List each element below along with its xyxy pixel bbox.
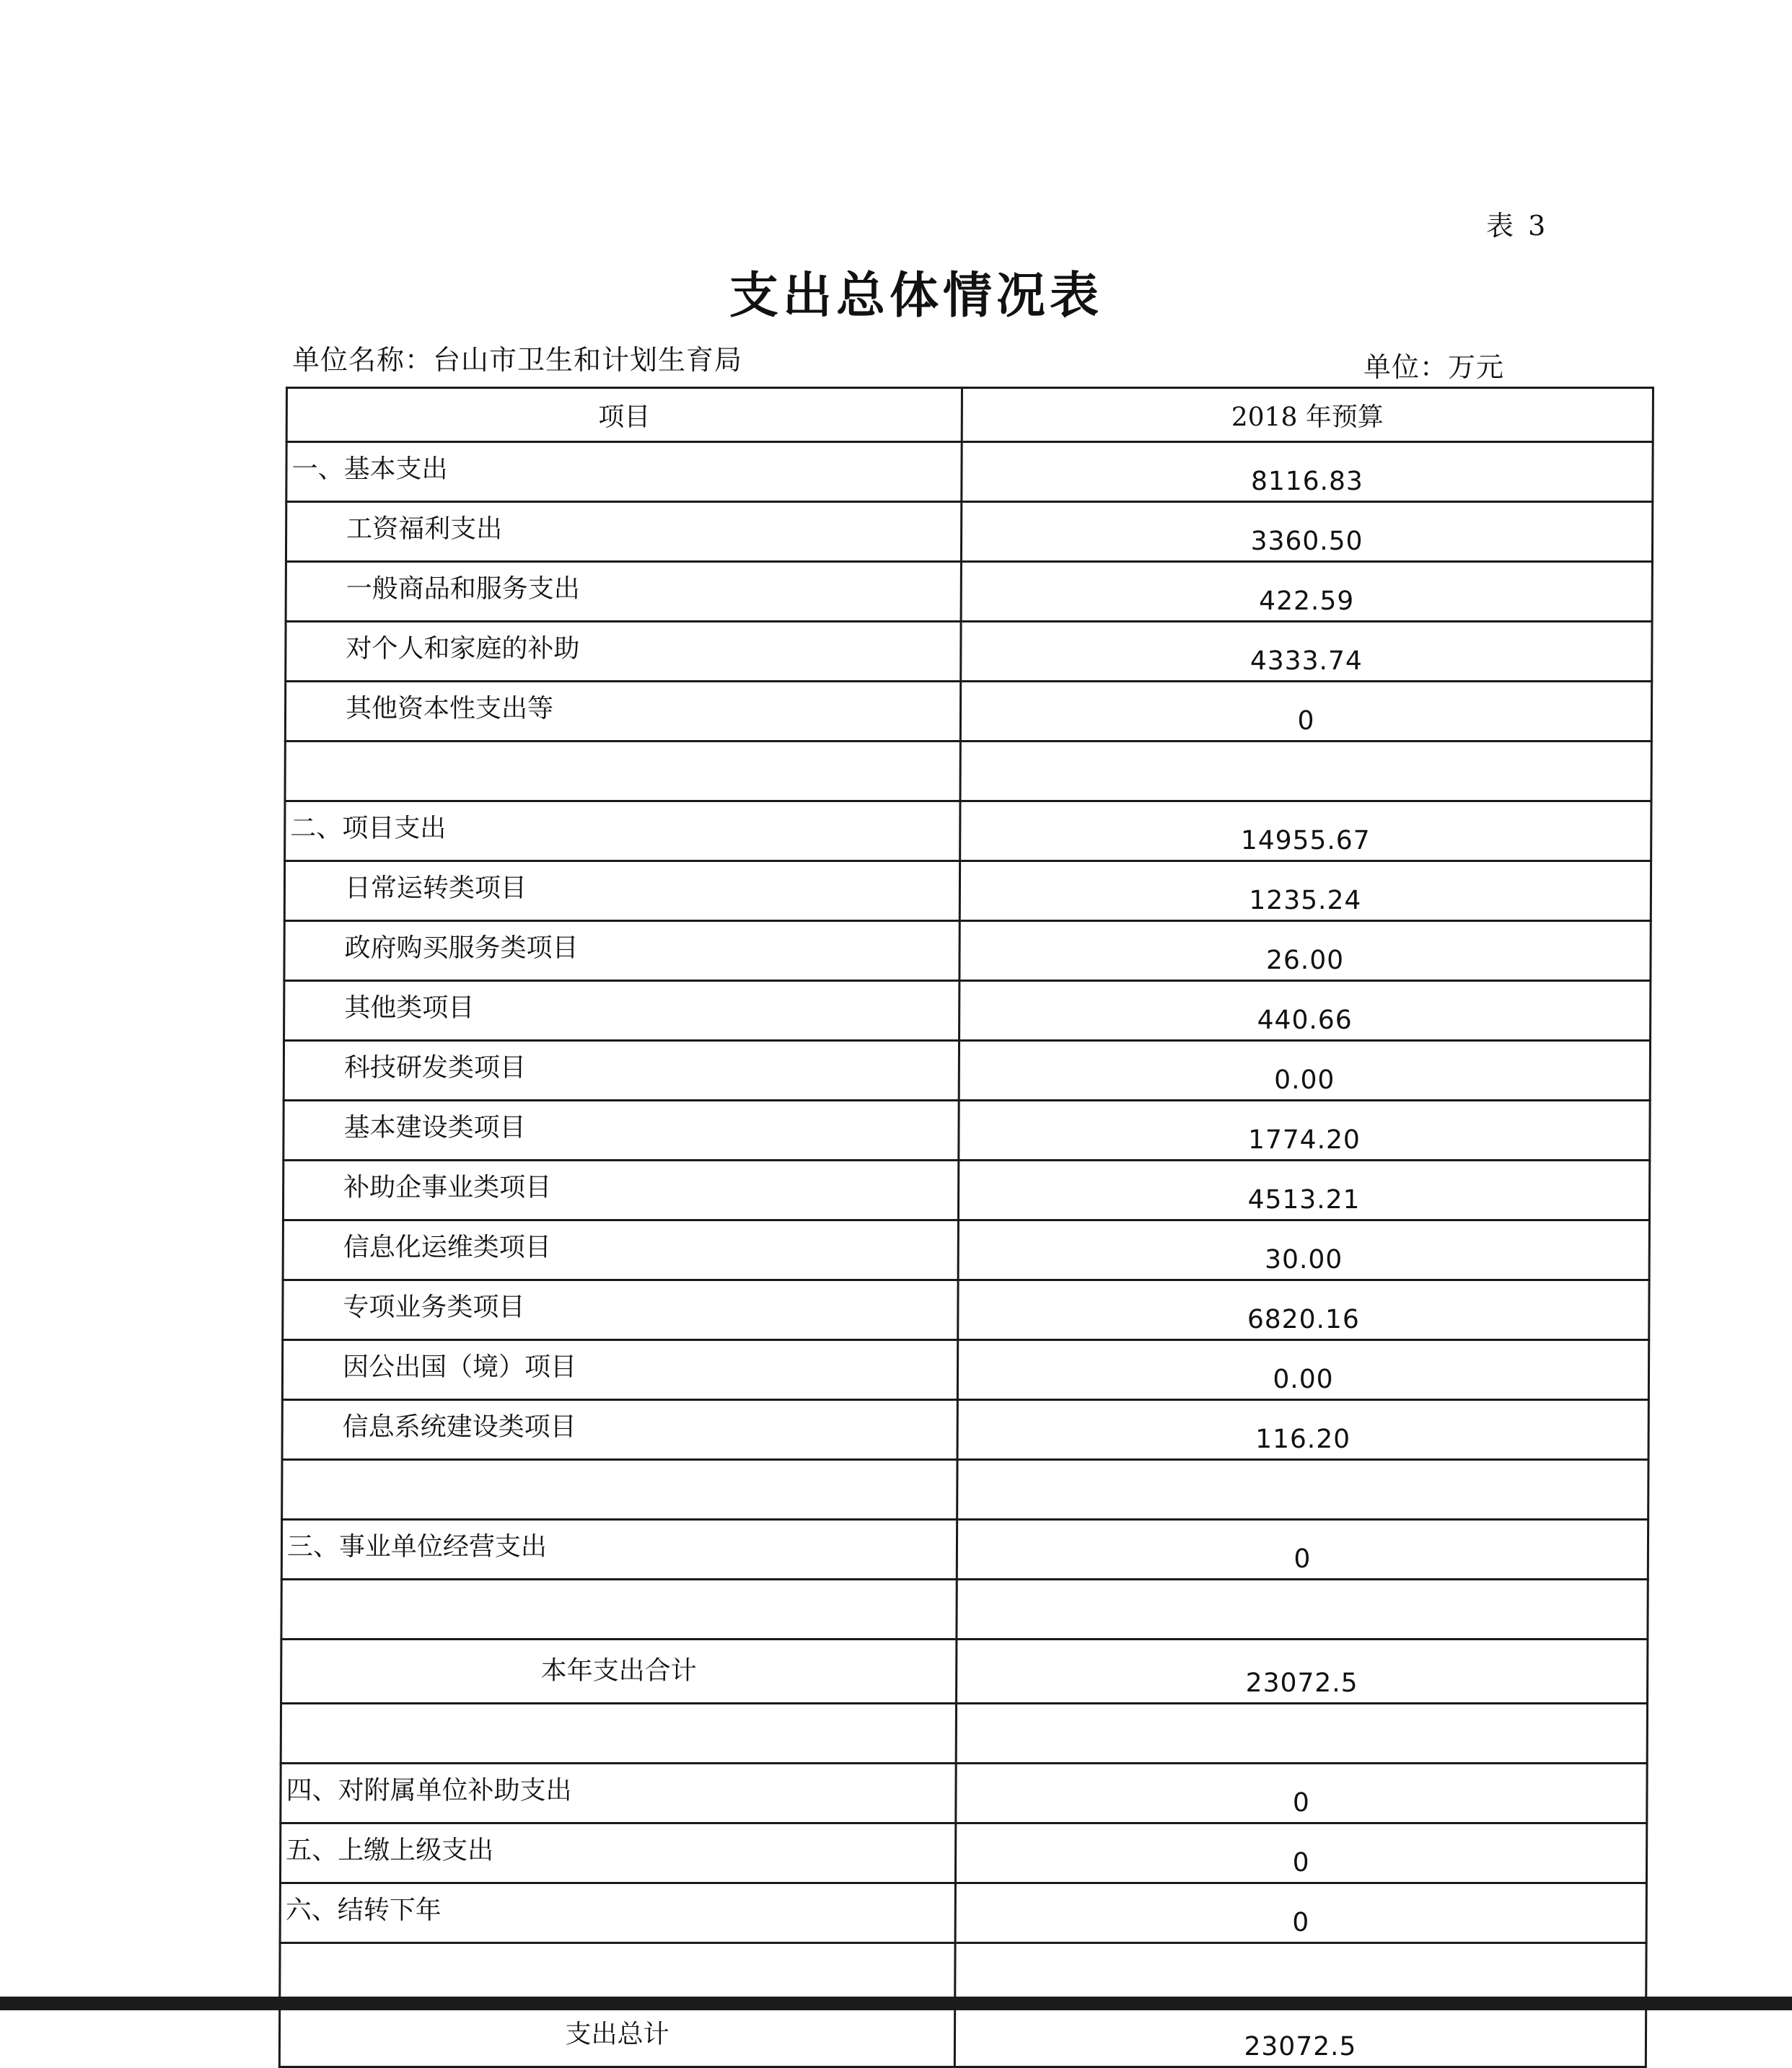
row-label: 一般商品和服务支出 [286,562,961,622]
row-value: 26.00 [959,921,1651,981]
table-row [283,1280,1649,1340]
row-value [957,1580,1648,1640]
row-label: 因公出国（境）项目 [282,1340,957,1400]
expenditure-table [278,387,1654,2068]
row-value: 0.00 [959,1041,1650,1101]
row-label: 其他类项目 [284,981,959,1041]
row-value [955,1943,1646,2003]
row-value: 1235.24 [959,861,1651,921]
table-row [284,921,1651,981]
table-row [285,682,1651,742]
row-value: 23072.5 [957,1640,1648,1704]
row-label: 四、对附属单位补助支出 [281,1764,956,1823]
row-label: 工资福利支出 [286,502,961,562]
table-row [283,1220,1649,1280]
row-label: 三、事业单位经营支出 [281,1520,957,1580]
table-row [280,1943,1646,2003]
table-row [281,1704,1647,1764]
row-label: 支出总计 [279,2003,954,2067]
table-row [284,981,1651,1041]
row-label: 基本建设类项目 [284,1101,959,1161]
table-row [282,1400,1648,1460]
row-label: 其他资本性支出等 [285,682,960,742]
row-value: 6820.16 [958,1280,1649,1340]
row-label [282,1460,957,1520]
table-row [286,442,1653,502]
table-row [286,562,1652,622]
table-row [280,1883,1646,1943]
row-label: 本年支出合计 [281,1640,957,1704]
row-label [281,1580,957,1640]
row-value: 8116.83 [962,442,1653,502]
table-row [284,861,1651,921]
row-label [285,742,960,801]
row-label: 政府购买服务类项目 [284,921,959,981]
row-value: 0 [956,1764,1647,1823]
header-item: 项目 [286,388,962,442]
table-row [286,622,1652,682]
row-value: 440.66 [959,981,1651,1041]
table-row [281,1764,1647,1823]
row-value: 0 [960,682,1651,742]
row-label: 补助企事业类项目 [283,1161,958,1220]
table-row [284,1041,1650,1101]
page-title: 支出总体情况表 [729,267,1103,325]
table-row [281,1520,1648,1580]
row-value: 3360.50 [961,502,1652,562]
organization-name: 单位名称：台山市卫生和计划生育局 [292,344,743,376]
row-label: 专项业务类项目 [283,1280,958,1340]
row-value [957,1460,1648,1520]
row-value [956,1704,1647,1764]
row-value: 0 [955,1883,1646,1943]
table-row [281,1640,1648,1704]
row-value: 1774.20 [959,1101,1650,1161]
row-label: 一、基本支出 [286,442,962,502]
header-budget-2018: 2018 年预算 [962,388,1653,442]
row-value: 30.00 [958,1220,1649,1280]
row-label [281,1704,956,1764]
row-value: 23072.5 [954,2003,1646,2067]
table-row [280,1823,1646,1883]
table-row [282,1460,1648,1520]
row-label: 二、项目支出 [285,801,960,861]
table-row [285,801,1651,861]
row-label [280,1943,955,2003]
table-row [283,1161,1649,1220]
table-row [282,1340,1648,1400]
row-label: 六、结转下年 [280,1883,955,1943]
row-value: 4513.21 [958,1161,1649,1220]
row-value [960,742,1651,801]
row-value: 116.20 [957,1400,1648,1460]
unit-label: 单位：万元 [1363,351,1505,383]
row-value: 4333.74 [961,622,1652,682]
row-label: 五、上缴上级支出 [280,1823,955,1883]
table-header-row [286,388,1653,442]
table-row [279,2003,1646,2067]
row-label: 对个人和家庭的补助 [286,622,961,682]
row-value: 14955.67 [960,801,1651,861]
table-row [281,1580,1648,1640]
table-row [284,1101,1650,1161]
table-row [285,742,1651,801]
sheet-number: 表 3 [1486,210,1549,242]
scan-edge-bar [0,1997,1792,2010]
row-value: 422.59 [961,562,1652,622]
row-label: 信息化运维类项目 [283,1220,958,1280]
row-label: 信息系统建设类项目 [282,1400,957,1460]
table-row [286,502,1652,562]
row-value: 0 [957,1520,1648,1580]
row-value: 0.00 [957,1340,1648,1400]
row-value: 0 [955,1823,1646,1883]
row-label: 日常运转类项目 [284,861,959,921]
row-label: 科技研发类项目 [284,1041,959,1101]
